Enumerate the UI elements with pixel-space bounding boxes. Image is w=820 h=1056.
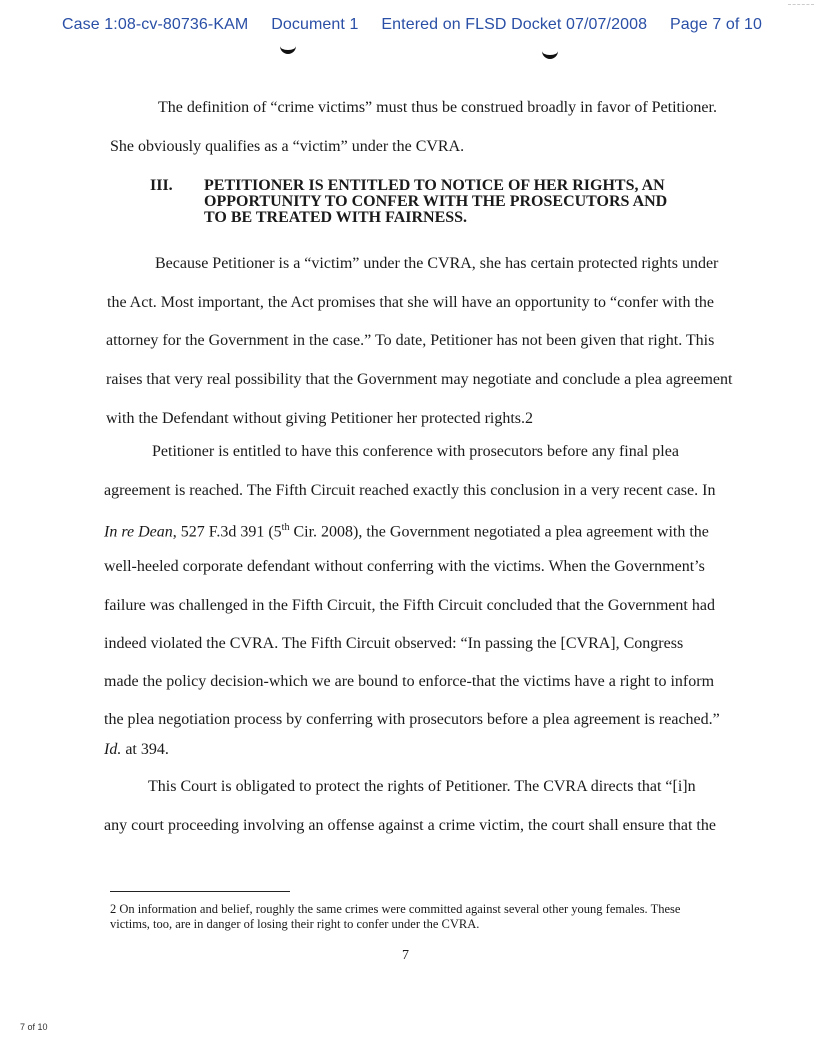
text-line: This Court is obligated to protect the rights of Petitioner. The CVRA directs that “[i]n — [148, 778, 696, 795]
footnote-line: victims, too, are in danger of losing their right to confer under the CVRA. — [110, 917, 480, 931]
case-citation: In re Dean — [104, 523, 173, 541]
text-line: Because Petitioner is a “victim” under the CVRA, she has certain protected rights under — [155, 255, 719, 272]
docket-entry: Entered on FLSD Docket 07/07/2008 — [381, 16, 648, 33]
document-number: Document 1 — [271, 16, 359, 33]
text-line: any court proceeding involving an offense against a crime victim, the court shall ensure that the — [104, 817, 716, 834]
text-line: The definition of “crime victims” must thus be construed broadly in favor of Petitioner. — [158, 99, 717, 116]
heading-line: TO BE TREATED WITH FAIRNESS. — [204, 209, 468, 226]
hole-punch-mark — [280, 42, 296, 54]
text-line: well-heeled corporate defendant without conferring with the victims. When the Government’s — [104, 558, 705, 575]
text-line: failure was challenged in the Fifth Circuit, the Fifth Circuit concluded that the Government had — [104, 597, 715, 614]
heading-line: PETITIONER IS ENTITLED TO NOTICE OF HER RIGHTS, AN — [204, 177, 665, 194]
docket-header — [62, 16, 762, 40]
page-count: Page 7 of 10 — [670, 16, 762, 33]
footnote-divider — [110, 891, 290, 892]
page-number: 7 — [402, 948, 409, 963]
text-line: Id. at 394. — [104, 741, 169, 758]
text-line: In re Dean, 527 F.3d 391 (5th Cir. 2008), the Government negotiated a plea agreement with the — [104, 522, 709, 541]
text-line: agreement is reached. The Fifth Circuit reached exactly this conclusion in a very recent case. In — [104, 482, 716, 499]
text-line: the Act. Most important, the Act promises that she will have an opportunity to “confer with the — [107, 294, 714, 311]
footnote-line: 2 On information and belief, roughly the same crimes were committed against several other young females. These — [110, 902, 681, 916]
scan-corner-mark — [788, 4, 814, 5]
heading-line: OPPORTUNITY TO CONFER WITH THE PROSECUTORS AND — [204, 193, 668, 210]
text-line: She obviously qualifies as a “victim” under the CVRA. — [110, 138, 465, 155]
section-number: III. — [150, 177, 173, 194]
text-line: made the policy decision-which we are bound to enforce-that the victims have a right to inform — [104, 673, 715, 690]
text-line: indeed violated the CVRA. The Fifth Circuit observed: “In passing the [CVRA], Congress — [104, 635, 684, 652]
text-line: raises that very real possibility that the Government may negotiate and conclude a plea agreement — [106, 371, 733, 388]
text-line: with the Defendant without giving Petitioner her protected rights.2 — [106, 410, 534, 427]
case-citation: Id. — [104, 741, 122, 758]
text-line: the plea negotiation process by conferring with prosecutors before a plea agreement is reached.” — [104, 711, 720, 728]
text-line: attorney for the Government in the case.” To date, Petitioner has not been given that right. This — [106, 332, 715, 349]
text-line: Petitioner is entitled to have this conference with prosecutors before any final plea — [152, 443, 679, 460]
hole-punch-mark — [542, 47, 558, 59]
case-number: Case 1:08-cv-80736-KAM — [62, 16, 249, 33]
pdf-page-label: 7 of 10 — [20, 1022, 48, 1032]
